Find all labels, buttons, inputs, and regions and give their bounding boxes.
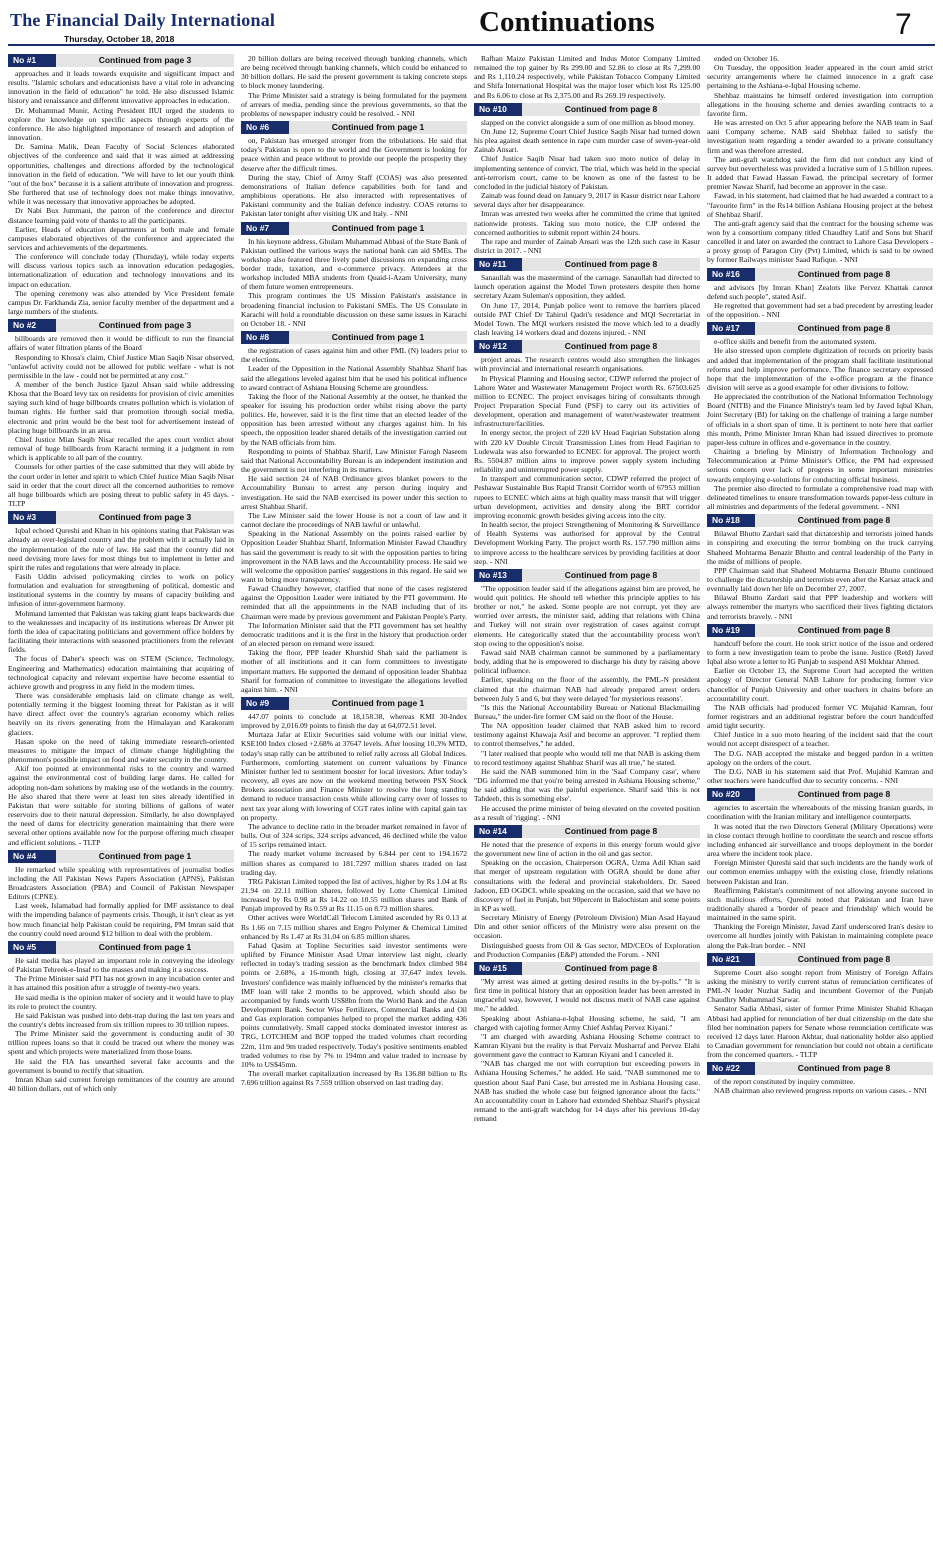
article-number: No #12 — [474, 340, 522, 353]
continuation-article — [8, 54, 234, 316]
continued-from-label: Continued from page 8 — [797, 323, 891, 334]
paragraph: During the stay, Chief of Army Staff (COAS) was also presented demonstrations of Italian defence capabilities both for land and amphibious operations. He also interacted with representatives of Pakistani community and the Italian defence industry. COAS returns to Pakistan later tonight after visiting UK and Italy. - NNI — [241, 172, 467, 219]
article-number: No #15 — [474, 962, 522, 975]
paragraph: He remarked while speaking with representatives of journalist bodies including the All Pakistan News Papers Association (APNS), Pakistan Broadcasters Association (PBA) and Council of Pakistan Newspaper Editors (CPNE). — [8, 864, 234, 902]
article-number: No #21 — [707, 953, 755, 966]
paragraph: Rafhan Maize Pakistan Limited and Indus Motor Company Limited remained the top gainer by Rs 299.00 and 52.86 to close at Rs 7,299.00 and Rs 1,110.24 respectively, while Pakistan Tobacco Company Limited and Shifa International Hospital was the major loser which lost Rs 125.00 and Rs 6.06 to close at Rs 2,375.00 and Rs 269.19 respectively. — [474, 54, 700, 100]
article-number: No #3 — [8, 511, 56, 524]
paragraph: Speaking on the occasion, Chairperson OGRA, Uzma Adil Khan said that merger of upstream regulation with OGRA should be done after consultations with the federal and provincial stakeholders. Dr. Saeed Jadoon, ED OGDCL while speaking on the occasion, said that we have no discovery of fuel in Punjab, but 90percent in Balochistan and some points in KP as well. — [474, 858, 700, 913]
continued-from-label: Continued from page 1 — [98, 941, 192, 952]
paragraph: The Prime Minister said the government is conducting audit of 30 trillion rupees loans so that it could be traced out where the money was spent and which projects were materialized from those loans. — [8, 1029, 234, 1057]
continued-from-label: Continued from page 8 — [797, 789, 891, 800]
continued-from-label: Continued from page 8 — [797, 1063, 891, 1074]
paragraph: The conference will conclude today (Thursday), while today experts will discuss various topics such as innovation education pedagogies, internationalization of education and technology innovations and its impact on education. — [8, 252, 234, 289]
continued-from-label: Continued from page 1 — [98, 850, 192, 861]
page-header — [8, 4, 935, 48]
paragraph: On Tuesday, the opposition leader appeared in the court amid strict security arrangements where he claimed innocence in a graft case pertaining to the Ashiana-e-Iqbal Housing scheme. — [707, 63, 933, 91]
paragraph: The NA opposition leader claimed that NAB asked him to record testimony against Khawaja Asif and become an approver. "I replied them to control themselves," he added. — [474, 721, 700, 749]
paragraph: "I later realised that people who would tell me that NAB is asking them to record testimony against Shahbaz Sharif was all true," he stated. — [474, 748, 700, 767]
article-number: No #4 — [8, 850, 56, 863]
paragraph: approaches and it leads towards exquisite and significant impact and results. "Islamic scholars and educationists have a vital role in advancing innovation in the field of education" he told. He also discussed Islamic history and renaissance and different innovative approaches in education. — [8, 69, 234, 106]
header-rule — [8, 44, 935, 46]
article-number: No #22 — [707, 1062, 755, 1075]
paragraph: Bilawal Bhutto Zardari said that dictatorship and terrorists joined hands in conspiring and executing the terror bombing on the truck carrying Shaheed Mohtarma Benazir Bhutto and central leadership of the Party in the midst of millions of people. — [707, 529, 933, 566]
paragraph: project areas. The research centres would also strengthen the linkages with provincial and international research organisations. — [474, 355, 700, 374]
continued-from-label: Continued from page 1 — [331, 332, 425, 343]
paragraph: He also stressed upon complete digitization of records on priority basis and added that implementation of the program shall facilitate institutional reforms and help improve performance. The finance secretary expressed hope that the implementation of the e-office program at the finance division will serve as a good example for other divisions to follow. — [707, 346, 933, 392]
continued-from-label: Continued from page 1 — [331, 122, 425, 133]
section-title: Continuations — [479, 6, 655, 38]
paragraph: He said section 24 of NAB Ordinance gives blanket powers to the Accountability Bureau to arrest any person during inquiry and investigation. He said the NAB exercised its power under this section to arrest Shahbaz Sharif. — [241, 474, 467, 511]
article-header-bar — [474, 825, 700, 838]
paragraph: Fawad Chaudhry however, clarified that none of the cases registered against the Opposition Leader were initiated by the PTI government. He reminded that all the appointments in the NAB including that of its Chairman were made by previous government and Pakistan People's Party. — [241, 584, 467, 621]
continuation-article — [707, 788, 933, 950]
continued-from-label: Continued from page 8 — [564, 103, 658, 114]
paragraph: TRG Pakistan Limited topped the list of actives, higher by Rs 1.04 at Rs 21.94 on 22.11 million shares, followed by Lotte Chemical Limited increased by Rs 0.98 at Rs 14.22 on 10.55 million shares and Bank of Punjab improved by Rs 0.59 at Rs 11.15 on 8.73 million shares. — [241, 876, 467, 914]
continuation-article — [707, 268, 933, 320]
paragraph: on, Pakistan has emerged stronger from the tribulations. He said that today's Pakistan is open to the world and the Government is looking for peace within and peace without to provide our people the prosperity they deserve after the difficult times. — [241, 136, 467, 173]
paragraph: He accused the prime minister of being elevated on the coveted position as a result of 'rigging'. - NNI — [474, 803, 700, 822]
paragraph: The opening ceremony was also attended by Vice President female campus Dr. Farkhanda Zia, senior faculty member of the department and a large numbers of the students. — [8, 288, 234, 317]
paragraph: He said media is the opinion maker of society and it would have to play its role to protect the country. — [8, 992, 234, 1011]
paragraph: A member of the bench Justice Ijazul Ahsan said while addressing Khosa that the Board levy tax on residents for provision of civic amenities saying such kind of huge billboards creates pollution which is violation of human rights. He further said that promotion through social media, electronic and print would be the best tool for advertisement instead of placing huge billboards in an area. — [8, 380, 234, 435]
continued-from-label: Continued from page 3 — [98, 55, 192, 65]
article-number: No #14 — [474, 825, 522, 838]
paragraph: Taking the floor, PPP leader Khurshid Shah said the parliament is mother of all institutions and it can form committees to investigate important matters. He supported the demand of opposition leader Shahbaz Sharif for formation of committee to investigate the allegations levelled against him. - NNI — [241, 648, 467, 694]
paragraph: Foreign Minister Qureshi said that such incidents are the handy work of our common enemies unhappy with the existing close, friendly relations between Pakistan and Iran. — [707, 858, 933, 886]
article-header-bar — [241, 331, 467, 344]
paragraph: the registration of cases against him and other PML (N) leaders prior to the elections. — [241, 346, 467, 365]
paragraph: The Law Minister said the lower House is not a court of law and it cannot declare the proceedings of NAB lawful or unlawful. — [241, 510, 467, 530]
article-header-bar — [707, 268, 933, 281]
paragraph: He said media has played an important role in conveying the ideology of Pakistan Tehreek-e-Insaf to the masses and making it a success. — [8, 955, 234, 975]
continuation-article — [241, 222, 467, 329]
paragraph: "Is this the National Accountability Bureau or National Blackmailing Bureau," the under-fire former CM said on the floor of the House. — [474, 702, 700, 721]
paragraph: slapped on the convict alongside a sum of one million as blood money. — [481, 117, 695, 127]
paragraph: The anti-graft agency said that the contract for the housing scheme was won by a consortium company titled Chaudhry Latif and Sons but Sharif cancelled it and later on awarded the contract to Lahore Casa Developers - a proxy group of Paragon City (Pvt) Limited, which is said to be owned by former Railways minister Saad Rafique. - NNI — [707, 218, 933, 265]
continued-from-label: Continued from page 8 — [797, 953, 891, 964]
paragraph: He regretted that government had set a bad precedent by arresting leader of the opposition. - NNI — [707, 300, 933, 320]
article-number: No #7 — [241, 222, 289, 235]
paragraph: There was considerable emphasis laid on climate change as well, potentially terming it the biggest looming threat for Pakistan as it will have direct affect over the country's agrarian economy which relies heavily on its rivers generating from the Himalayan and Karakoram glaciers. — [8, 691, 234, 737]
article-header-bar — [474, 569, 700, 582]
columns-container — [8, 54, 935, 1548]
continued-from-label: Continued from page 8 — [564, 259, 658, 270]
article-header-bar — [707, 624, 933, 637]
paragraph: He said the FIA has unearthed several fake accounts and the government is bound to rectify that situation. — [8, 1056, 234, 1075]
page-number: 7 — [895, 8, 912, 41]
paragraph: The Prime Minister said a strategy is being formulated for the payment of arrears of media, pending since the previous governments, so that the problems of newspaper industry could be resolved. - NNI — [241, 90, 467, 118]
paragraph: In health sector, the project Strengthening of Monitoring & Surveillance of Health Systems was authorised for approval by the Central Development Working Party. The project worth Rs. 157.790 million aims to improve access to the healthcare services by providing facilities at door step. - NNI — [474, 520, 700, 566]
paragraph: Fahad Qasim at Topline Securities said investor sentiments were uplifted by Finance Minister Asad Umar interview last night, clearly reflected in today's trading session as the benchmark Index climbed 984 points or 2.68%, a 16-month high, closing at 37,647 index levels. Investors' confidence was mainly influenced by the minister's remarks that IMF loan will take 2 months to be approved, which should also be accompanied by funds worth US$8bn from the World Bank and the Asian Development Bank. Sector Wise Fertilizers, Commercial Banks and Oil and Gas exploration companies helped to propel the market adding 436 points cumulatively. Small capped stocks dominated investor interest as TRG, LOTCHEM and BOP topped the traded volumes chart recording 22m, 11m and 9m traded respectively. Today's positive sentiments enabled traded volumes to rise by 7% to 194mn and value traded to increase by 10% to US$45mn. — [241, 940, 467, 1069]
paragraph: Chief Justice Mian Saqib Nisar recalled the apex court verdict about removal of huge billboards from Karachi terming it a judgment in rem which is applicable to all part of the country. — [8, 434, 234, 463]
continuation-article — [474, 569, 700, 822]
paragraph: Speaking in the National Assembly on the points raised earlier by Opposition Leader Shahbaz Sharif, Information Minister Fawad Chaudhry has said the government is ready to sit with the opposition parties to bring improvement in the NAB laws and the Accountability process. He said we will welcome the opposition parties' suggestions in this regard. He said we want to bring more transparency. — [241, 529, 467, 584]
paragraph: The anti-graft watchdog said the firm did not conduct any kind of survey but nevertheless was provided a lucrative sum of 1.5 billion rupees. It added that Fawad Hassan Fawad, the principal secretary of former premier Nawaz Sharif, had become an approver in the case. — [707, 154, 933, 192]
article-number: No #5 — [8, 941, 56, 954]
paragraph: The D.G. NAB accepted the mistake and begged pardon in a written apology on the orders of the court. — [707, 748, 933, 767]
continuation-article — [707, 1062, 933, 1095]
paragraph: Responding to Khosa's claim, Chief Justice Mian Saqib Nisar observed, "unlawful activity could not be allowed for public welfare - what is not permissible in the law - could not be permitted at any cost." — [8, 352, 234, 380]
paragraph: "I am charged with awarding Ashiana Housing Scheme contract to Kamran Kiyani but the reality is that Pervaiz Musharraf and Pervez Elahi government gave the contract to Kamran Kiyani and I canceled it. — [474, 1031, 700, 1060]
paragraph: Leader of the Opposition in the National Assembly Shahbaz Sharif has said the allegations leveled against him that he used his political influence to award contract of Ashiana Housing Scheme are groundless. — [241, 364, 467, 392]
paragraph: Chief Justice in a suo moto hearing of the incident said that the court would not accept disrespect of a teacher. — [707, 730, 933, 749]
continuation-article — [8, 850, 234, 938]
paragraph: The premier also directed to formulate a comprehensive road map with delineated timelines to ensure transformation towards paper-less culture in all ministries and departments of the federal government. - NNI — [707, 483, 933, 512]
paragraph: PPP Chairman said that Shaheed Mohtarma Benazir Bhutto continued to challenge the dictatorship and terrorists even after the Karsaz attack and eventually laid down her life on December 27, 2007. — [707, 565, 933, 594]
paragraph: Earlier, Heads of education departments at both male and female campuses elaborated objectives of the conference and appreciated the services and achievements of the departments. — [8, 224, 234, 252]
paragraph: Zainab was found dead on January 9, 2017 in Kasur district near Lahore several days after her disappearance. — [474, 191, 700, 210]
article-header-bar — [707, 953, 933, 966]
paragraph: of the report constituted by inquiry committee. — [714, 1077, 856, 1087]
paragraph: Akif too pointed at environmental risks to the country and warned against the environmental cost of building large dams. He called for adopting non-dam solutions by making use of the wetlands in the country. He also shared that there were at least ten sites already identified in Pakistan that were suitable for storing billions of gallons of water reservoirs due to their natural depression. Similarly, he also downplayed the need of dams for electricity generation maintaining that there were several other options available now for the purpose offering much cheaper and efficient solutions. - TLTP — [8, 764, 234, 847]
paragraph: The Information Minister said that the PTI government has set healthy democratic traditions and it is the first in the history that production order of an elected person on remand were issued. — [241, 620, 467, 649]
article-number: No #1 — [8, 54, 56, 67]
paragraph: Taking the floor of the National Assembly at the outset, he thanked the speaker for issuing his production order whilst rising above the party politics. He, however, said it is the first time that an elected leader of the opposition has been arrested without any charges against him. In his speech, the opposition leader shared details of the investigation carried out by the NAB officials from him. — [241, 391, 467, 447]
paragraph: Earlier on October 13, the Supreme Court had accepted the written apology of Director General NAB Lahore for producing former vice chancellor of Punjab University and other teachers in chains before an accountability court. — [707, 666, 933, 703]
article-header-bar — [241, 121, 467, 134]
article-number: No #13 — [474, 569, 522, 582]
continued-from-label: Continued from page 8 — [564, 825, 658, 836]
masthead-title: The Financial Daily International — [10, 10, 276, 30]
column-carryover-text — [707, 54, 933, 265]
continuation-article — [707, 953, 933, 1060]
article-number: No #20 — [707, 788, 755, 801]
continued-from-label: Continued from page 1 — [331, 698, 425, 708]
paragraph: "NAB has charged me not with corruption but exceeding powers in Ashiana Housing Schemes," he added. He said, "NAB summoned me to question about Saaf Pani Case, but arrested me in Ashiana Housing case. NAB has studied the whole case but feigned ignorance about the facts." An accountability court in Lahore had extended Shehbaz Sharif's physical remand to the anti-graft watchdog for 14 days after his previous 10-day remand — [474, 1059, 700, 1124]
paragraph: 20 billion dollars are being received through banking channels, which are being received through banking channels, which could be enhanced to 30 billion dollars. He said the present government is taking concrete steps to block money laundering. — [241, 54, 467, 91]
paragraph: The advance to decline ratio in the broader market remained in favor of bulls. Out of 324 scrips, 324 scrips advanced, 46 declined while the value of 15 scrips remained intact. — [241, 821, 467, 850]
issue-date: Thursday, October 18, 2018 — [64, 34, 175, 44]
paragraph: NAB chairman also reviewed progress reports on various cases. - NNI — [714, 1086, 927, 1096]
article-number: No #8 — [241, 331, 289, 344]
paragraph: Supreme Court also sought report from Ministry of Foreign Affairs asking the ministry to verify current status of renunciation certificates of PML-N leader Nuzhat Sadiq and incumbent Governor of the Punjab Chaudhry Muhammad Sarwar. — [707, 967, 933, 1005]
paragraph: He was arrested on Oct 5 after appearing before the NAB team in Saaf aani Company scheme. NAB said Shehbaz failed to satisfy the investigation team regarding a tender awarded to a private consultancy firm and was therefore arrested. — [707, 118, 933, 155]
paragraph: Sanaullah was the mastermind of the carnage. Sanaullah had directed to launch operation against the Model Town protesters despite then home secretary Azam Suleman's opposition, they added. — [474, 273, 700, 301]
article-header-bar — [8, 850, 234, 863]
paragraph: 447.07 points to conclude at 18,158.38, whereas KMI 30-Index improved by 2,016.09 points to finish the day at 64,072.51 level. — [241, 712, 467, 731]
continuation-article — [474, 825, 700, 959]
paragraph: He said Pakistan was pushed into debt-trap during the last ten years and the country's debts increased from six trillion rupees to 30 trillion rupees. — [8, 1010, 234, 1029]
paragraph: Iqbal echoed Qureshi and Khan in his opinions stating that Pakistan was already an over-legislated country and the problem with it actually laid in the implementation of the rule of law. He said that the country did not need devising more laws for most things but to implement in letter and spirit the rules and regulations that were already in place. — [8, 526, 234, 572]
paragraph: In his keynote address, Ghulam Muhammad Abbasi of the State Bank of Pakistan outlined the various ways the national bank can aid SMEs. The workshop also featured three lively panel discussions on expanding cross border trade, taxation, and e-commerce privacy. Attendees at the workshop included MBA students from Quaid-i-Azam University, many of them future women entrepreneurs. — [241, 236, 467, 292]
paragraph: "My arrest was aimed at getting desired results in the by-polls." "It is first time in political history that an opposition leader has been arrested in ungraceful way, however, I would not discuss merit of NAB case against me," he added. — [474, 976, 700, 1014]
continuation-article — [707, 624, 933, 786]
paragraph: It was noted that the two Directors General (Military Operations) were in close contact through hotline to coordinate the search and rescue efforts including enhanced air surveillance and troops deployment in the border area where the incident took place. — [707, 821, 933, 859]
article-header-bar — [8, 511, 234, 524]
paragraph: The D.G. NAB in his statement said that Prof. Mujahid Kamran and other teachers were handcuffed due to security concerns. - NNI — [707, 766, 933, 786]
paragraph: Counsels for other parties of the case submitted that they will abide by the court order in letter and spirit to which Chief Justice Mian Saqib Nisar said in order that the court direct all the concerned authorities to remove all huge billboards which are posing threat to public safety in 45 days. - TLTP — [8, 462, 234, 509]
paragraph: Chairing a briefing by Ministry of Information Technology and Telecommunication at Prime Minister's Office, the PM had expressed serious concern over lack of progress in some important ministries towards employing e-solutions for conducting official business. — [707, 447, 933, 484]
paragraph: The rape and murder of Zainab Ansari was the 12th such case in Kasur district in 2017. - NNI — [474, 236, 700, 255]
article-header-bar — [8, 319, 234, 332]
article-number: No #18 — [707, 514, 755, 527]
paragraph: The overall market capitalization increased by Rs 136.88 billion to Rs 7.696 trillion against Rs 7.559 trillion observed on last trading day. — [241, 1069, 467, 1088]
paragraph: On June 12, Supreme Court Chief Justice Saqib Nisar had turned down his plea against death sentence in rape cum murder case of seven-year-old Zainab Ansari. — [474, 126, 700, 155]
article-number: No #16 — [707, 268, 755, 281]
article-header-bar — [474, 340, 700, 353]
article-number: No #9 — [241, 697, 289, 710]
paragraph: Earlier, speaking on the floor of the assembly, the PML-N president claimed that the chairman NAB had already prepared arrest orders between July 5 and 6, but they were delayed 'for mysterious reasons'. — [474, 675, 700, 703]
article-number: No #10 — [474, 103, 522, 116]
column-3 — [474, 54, 700, 1548]
paragraph: He noted that the presence of experts in this energy forum would give the government new line of action in the oil and gas sector. — [474, 839, 700, 859]
article-header-bar — [707, 788, 933, 801]
paragraph: Reaffirming Pakistan's commitment of not allowing anyone succeed in such malicious efforts, Qureshi noted that Pakistan and Iran have traditionally shared a 'border of peace and friendship' which would be maintained in the same spirit. — [707, 885, 933, 923]
column-1 — [8, 54, 234, 1548]
article-header-bar — [474, 103, 700, 116]
paragraph: agencies to ascertain the whereabouts of the missing Iranian guards, in coordination with the Iranian military and intelligence counterparts. — [707, 803, 933, 822]
paragraph: Other actives were WorldCall Telecom Limited ascended by Rs 0.13 at Rs 1.66 on 7.15 million shares and Engro Polymer & Chemical Limited enhanced by Rs 1.47 at Rs 31.04 on 6.85 million shares. — [241, 913, 467, 941]
continuation-article — [474, 103, 700, 255]
paragraph: In transport and communication sector, CDWP referred the project of Peshawar Sustainable Bus Rapid Transit Corridor worth of 67953 million rupees to ECNEC which aims at high quality mass transit that will trigger urban development, activities and density along the BRT corridor improving economic growth besides giving access into the city. — [474, 474, 700, 520]
article-header-bar — [474, 962, 700, 975]
paragraph: Chief Justice Saqib Nisar had taken suo moto notice of delay in implementing sentence of convict. The trial, which was held in the special anti-terrorism court, came to be known as one of the fastest to be concluded in the judicial history of Pakistan. — [474, 154, 700, 191]
paragraph: Shehbaz maintains he himself ordered investigation into corruption allegations in the housing scheme and denies awarding contracts to a favorite firm. — [707, 90, 933, 118]
continuation-article — [474, 340, 700, 566]
article-header-bar — [707, 1062, 933, 1075]
continuation-article — [707, 514, 933, 621]
paragraph: Responding to points of Shahbaz Sharif, Law Minister Farogh Naseem said that National Accountability Bureau is an independent institution and the government is not interfering in its matters. — [241, 446, 467, 475]
continuation-article — [707, 322, 933, 511]
paragraph: Dr Nabi Bux Jummani, the patron of the conference and director distance learning paid vote of thanks to all the participants. — [8, 206, 234, 225]
paragraph: The focus of Daher's speech was on STEM (Science, Technology, Engineering and Mathematics) education maintaining that acquiring of technological capacity and relevant expertise have become essential to achieve growth and progress in any field in the modern times. — [8, 654, 234, 691]
paragraph: Hasan spoke on the need of taking immediate research-oriented measures to mitigate the impact of climate change highlighting the phenomenon's possible impact on food and water security in the country. — [8, 736, 234, 765]
paragraph: The ready market volume increased by 6.844 per cent to 194.1672 million shares as compared to 181.7297 million shares traded on last trading day. — [241, 849, 467, 877]
article-number: No #17 — [707, 322, 755, 335]
continuation-article — [241, 697, 467, 1087]
continuation-article — [474, 258, 700, 337]
paragraph: In energy sector, the project of 220 kV Head Faqirian Substation along with 220 kV Double Circuit Transmission Lines from Head Faqirian to Ludewala was also forwarded to ECNEC for approval. The project worth Rs. 5504.87 million aims to improve power supply system including reliability and uninterrupted power supply. — [474, 428, 700, 475]
paragraph: Fawad said NAB chairman cannot be summoned by a parliamentary body, adding that he is empowered to discharge his duty by raising above political influence. — [474, 647, 700, 676]
paragraph: The Prime Minister said PTI has not grown in any incubation center and it has attained this position after a struggle of twenty-two years. — [8, 974, 234, 993]
paragraph: e-office skills and benefit from the automated system. — [714, 337, 877, 347]
paragraph: and advisors [by Imran Khan] Zealots like Pervez Khattak cannot defend such people", stated Asif. — [707, 282, 933, 301]
paragraph: This program continues the US Mission Pakistan's assistance in broadening financial inclusion to Pakistani SMEs. The US Consulate in Karachi will hold a roundtable discussion on these same issues in Karachi on October 18. - NNI — [241, 291, 467, 328]
paragraph: On June 17, 2014, Punjab police went to remove the barriers placed outside PAT Chief Dr Tahirul Qadri's residence and MQI Secretariat in Model Town. The MQI workers resisted the move which led to a deadly clash leaving 14 workers dead and dozens injured. - NNI — [474, 300, 700, 338]
continued-from-label: Continued from page 8 — [564, 341, 658, 352]
article-header-bar — [474, 258, 700, 271]
article-header-bar — [241, 697, 467, 710]
paragraph: "The opposition leader said if the allegations against him are proved, he would quit politics. He should tell whether this principle applies to his brother or not," he asked. Some people are not corrupt, yet they are worried over arrests, the minister said, adding that relations with China and Turkey will not strain over registration of cases against corrupt elements. He categorically stated that the accountability process won't stop owing to the opposition's noise. — [474, 583, 700, 648]
continuation-article — [8, 941, 234, 1093]
continuation-article — [241, 121, 467, 218]
paragraph: Dr. Muhammad Munir, Acting President IIUI urged the students to explore the knowledge on specific aspects through experts of the conference. He also highlighted importance of research and adoption of innovation. — [8, 105, 234, 143]
paragraph: handcuff before the court. He took strict notice of the issue and ordered to form a new investigation team to probe the issue. Justice (Retd) Javed Iqbal also wrote a letter to IG Punjab to suspend ASI Mukhtar Ahmed. — [707, 638, 933, 667]
article-header-bar — [707, 322, 933, 335]
paragraph: He appreciated the contribution of the National Information Technology Board (NITB) and the Finance Ministry's team led by Javed Iqbal Khan, Joint Secretary (BI) for taking on the challenge of training a large number of officials in a short span of time. It is pertinent to note here that earlier this month, Prime Minister Imran Khan had issued directives to promote paper-less culture in offices and e-governance in the country. — [707, 392, 933, 447]
paragraph: Murtaza Jafar at Elixir Securities said volume with our initial view, KSE100 Index closed +2.68% at 37647 levels. After loosing 10.3% MTD, today's snap rally can be attributed to relief rally across all Global Indices. Furthermore, comforting statement on current valuations by Finance Minister further led to sentiment booster for local investors. After today's recovery, all eyes are now on the weekend meeting between PSX Stock Brokers association and Finance Minister to resolve the long standing demand to reduce transaction costs while allowing carry over of losses to next tax year along with lowering of CGT rates inline with capital gain tax on property. — [241, 730, 467, 822]
article-header-bar — [8, 941, 234, 954]
column-carryover-text — [241, 54, 467, 118]
continued-from-label: Continued from page 8 — [797, 268, 891, 279]
continued-from-label: Continued from page 3 — [98, 320, 192, 331]
continued-from-label: Continued from page 3 — [98, 512, 192, 523]
column-2 — [241, 54, 467, 1548]
paragraph: Imran Khan said current foreign remittances of the country are around 40 billion dollars, out of which only — [8, 1074, 234, 1094]
continuation-article — [8, 511, 234, 846]
article-number: No #6 — [241, 121, 289, 134]
paragraph: He said the NAB summoned him in the 'Saaf Company case', where "DG informed me that you're being arrested in Ashiana Housing scheme," he said adding that was the painful experience. Sharif said 'this is not Tahdeeb, this is something else'. — [474, 766, 700, 804]
continued-from-label: Continued from page 8 — [797, 515, 891, 526]
paragraph: The NAB officials had produced former VC Mujahid Kamran, four former registrars and an additional registrar before the court handcuffed amid tight security. — [707, 702, 933, 731]
article-number: No #2 — [8, 319, 56, 332]
article-number: No #11 — [474, 258, 522, 271]
column-4 — [707, 54, 933, 1548]
paragraph: Fawad, in his statement, had claimed that he had awarded a contract to a "favourite firm" in the Rs14 billion Ashiana Housing project at the behest of Shehbaz Sharif. — [707, 191, 933, 219]
continuation-article — [8, 319, 234, 508]
continuation-article — [474, 962, 700, 1124]
paragraph: Bilawal Bhutto Zardari said that PPP leadership and workers will always remember the martyrs who sacrificed their lives fighting dictators and terrorists bravely. - NNI — [707, 593, 933, 621]
paragraph: Senator Sadia Abbasi, sister of former Prime Minister Shahid Khaqan Abbasi had applied for renunciation of her dual citizenship on the date she filed her nomination papers for Senate whose renunciation certificate was received 12 days later. Haroon Akhtar, dual nationality holder also applied to Canadian government for renunciation but could not obtain a certificate from the concerned quarters. - TLTP — [707, 1004, 933, 1060]
paragraph: Last week, Islamabad had formally applied for IMF assistance to deal with the impending balance of payments crisis. Though, it isn't clear as yet how much financial help Pakistan could be requiring, PM Imran said that the country could need around $12 billion to deal with the problem. — [8, 901, 234, 938]
paragraph: Thanking the Foreign Minister, Javad Zarif underscored Iran's desire to overcome all hurdles jointly with Pakistan in maintaining complete peace along the Pak-Iran border. - NNI — [707, 922, 933, 950]
paragraph: Distinguished guests from Oil & Gas sector, MD/CEOs of Exploration and Production Companies (E&P) attended the Forum. - NNI — [474, 940, 700, 959]
paragraph: Fasih Uddin advised policymaking circles to work on policy formulation and evaluation for strengthening of political, domestic and institutional systems in the country by means of capacity building and infusion of inter-government harmony. — [8, 571, 234, 609]
continuation-article — [241, 331, 467, 694]
paragraph: billboards are removed then it would be difficult to run the financial affairs of water filtration plants of the Board — [8, 334, 234, 353]
article-header-bar — [8, 54, 234, 67]
article-number: No #19 — [707, 624, 755, 637]
paragraph: Speaking about Ashiana-e-Iqbal Housing scheme, he said, "I am charged with cajoling former Army Chief Ashfaq Pervez Kiyani." — [474, 1013, 700, 1032]
paragraph: In Physical Planning and Housing sector, CDWP referred the project of Lahore Water and Wastewater Management Project worth Rs. 67503.625 million to ECNEC. The project envisages hiring of consultants through Project Preparation Special Fund (PSF) to carry out its activities of development, operation and management of water/wastewater treatment infrastructure/facilities. — [474, 373, 700, 429]
article-header-bar — [707, 514, 933, 527]
paragraph: Secretary Ministry of Energy (Petroleum Division) Mian Asad Hayaud Din and other senior officers of the Ministry were also present on the occasion. — [474, 913, 700, 941]
paragraph: Mohmand lamented that Pakistan was taking giant leaps backwards due to the weaknesses and incapacity of its institutions whereas Dr Anwer pit forth the idea of capacitating politicians and government office holders by facilitating their interactions with seasoned practitioners from the relevant fields. — [8, 608, 234, 655]
column-carryover-text — [474, 54, 700, 100]
continued-from-label: Continued from page 1 — [331, 222, 425, 233]
continued-from-label: Continued from page 8 — [797, 624, 891, 635]
continued-from-label: Continued from page 8 — [564, 962, 658, 973]
article-header-bar — [241, 222, 467, 235]
paragraph: ended on October 16. — [714, 54, 779, 63]
paragraph: Dr. Samina Malik, Dean Faculty of Social Sciences elaborated objectives of the conference and said that it was aimed at addressing opportunities, challenges and directions afforded by the technological innovation in the field of education. "We will have to let our youth think "out of the box" because it is a salient attribute of innovation and progress. She furthered that use of technology does not make things innovative, while it was necessary that innovative approaches be adopted. — [8, 142, 234, 207]
continued-from-label: Continued from page 8 — [564, 569, 658, 580]
paragraph: Imran was arrested two weeks after he committed the crime that ignited nationwide protests. Taking suo moto notice, the CJP ordered the concerned authorities to submit report within 24 hours. — [474, 209, 700, 237]
